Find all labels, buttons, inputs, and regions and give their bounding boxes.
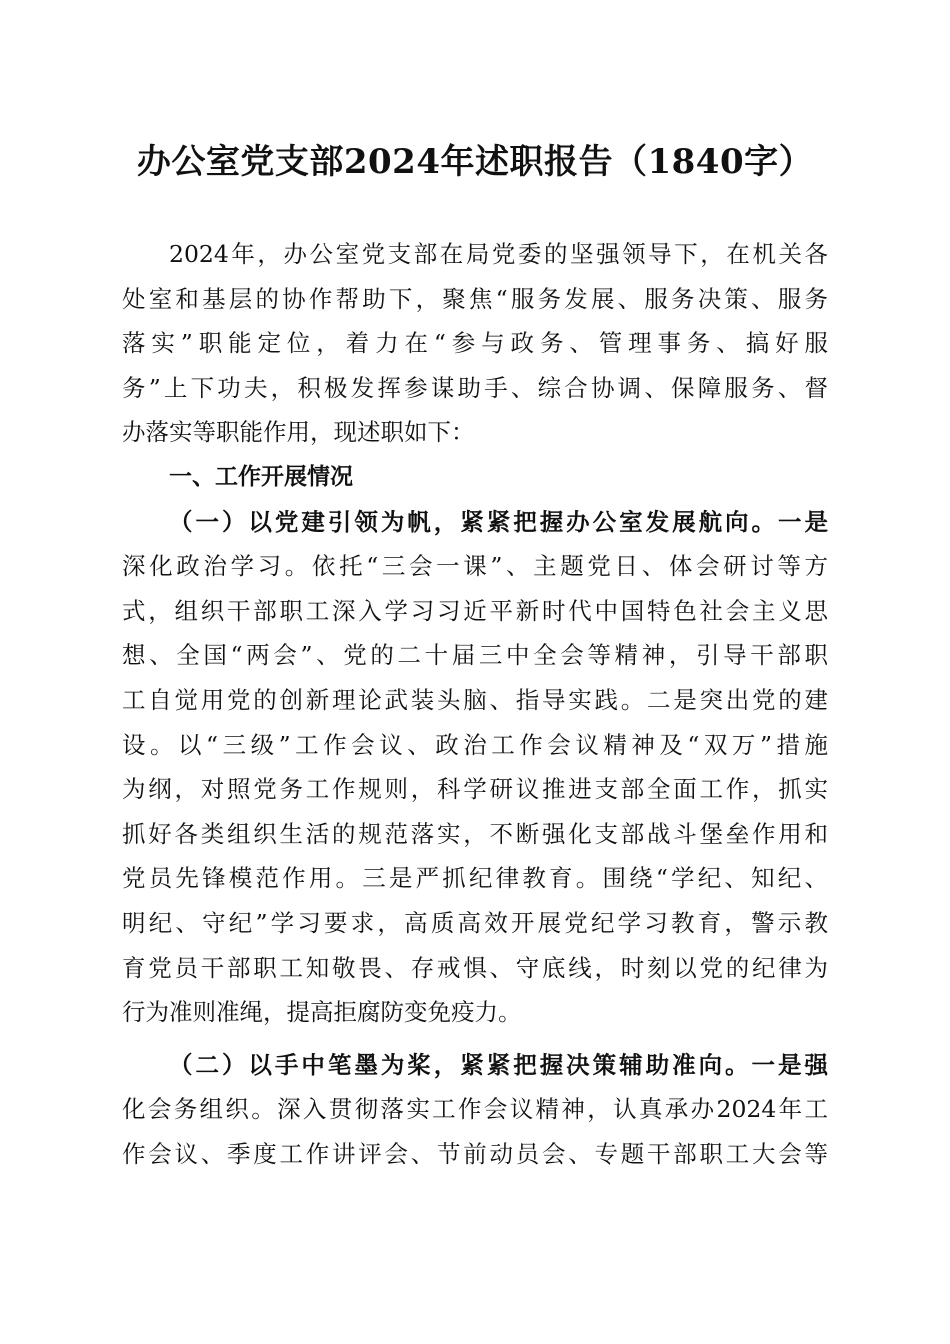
paragraph-spacer (122, 1035, 828, 1043)
document-title: 办公室党支部2024年述职报告（1840字） (136, 142, 814, 182)
intro-line: 2024年，办公室党支部在局党委的坚强领导下，在机关各 (169, 240, 828, 268)
paragraph-line: （二）以手中笔墨为桨，紧紧把握决策辅助准向。一是强 (169, 1050, 828, 1079)
intro-line: 办落实等职能作用，现述职如下： (122, 418, 475, 447)
paragraph-line: 作会议、季度工作讲评会、节前动员会、专题干部职工大会等 (122, 1139, 828, 1168)
paragraph-line: （一）以党建引领为帆，紧紧把握办公室发展航向。一是 (169, 507, 828, 536)
intro-line: 落实”职能定位，着力在“参与政务、管理事务、搞好服 (122, 329, 828, 358)
intro-line: 务”上下功夫，积极发挥参谋助手、综合协调、保障服务、督 (122, 373, 828, 402)
paragraph-line: 行为准则准绳，提高拒腐防变免疫力。 (122, 998, 522, 1027)
document-body (122, 232, 828, 1176)
paragraph-line: 深化政治学习。依托“三会一课”、主题党日、体会研讨等方 (122, 552, 828, 581)
section-heading: 一、工作开展情况 (169, 463, 353, 490)
paragraph-line: 明纪、守纪”学习要求，高质高效开展党纪学习教育，警示教 (122, 908, 828, 937)
paragraph-line: 式，组织干部职工深入学习习近平新时代中国特色社会主义思 (122, 596, 828, 625)
paragraph-line: 育党员干部职工知敬畏、存戒惧、守底线，时刻以党的纪律为 (122, 953, 828, 982)
paragraph-line: 化会务组织。深入贯彻落实工作会议精神，认真承办2024年工 (122, 1095, 828, 1124)
intro-line: 处室和基层的协作帮助下，聚焦“服务发展、服务决策、服务 (122, 284, 828, 313)
paragraph-line: 抓好各类组织生活的规范落实，不断强化支部战斗堡垒作用和 (122, 819, 828, 848)
paragraph-line: 想、全国“两会”、党的二十届三中全会等精神，引导干部职 (122, 641, 828, 670)
paragraph-line: 工自觉用党的创新理论武装头脑、指导实践。二是突出党的建 (122, 685, 828, 714)
paragraph-line: 设。以“三级”工作会议、政治工作会议精神及“双万”措施 (122, 730, 828, 759)
paragraph-line: 党员先锋模范作用。三是严抓纪律教育。围绕“学纪、知纪、 (122, 864, 828, 893)
paragraph-line: 为纲，对照党务工作规则，科学研议推进支部全面工作，抓实 (122, 775, 828, 804)
